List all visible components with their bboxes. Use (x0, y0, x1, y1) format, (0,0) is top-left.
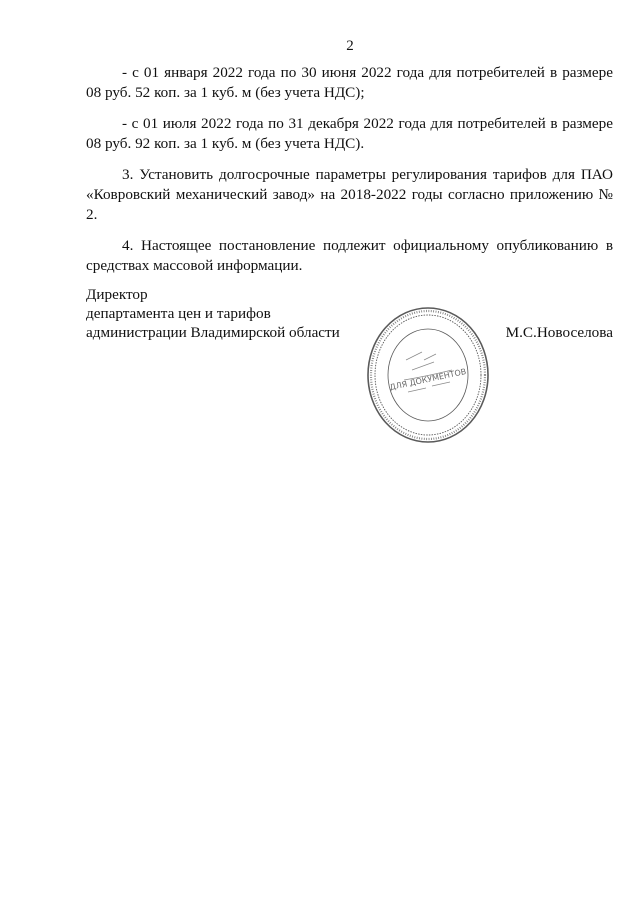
document-body (86, 63, 613, 287)
paragraph-clause-4: 4. Настоящее постановление подлежит официальному опубликованию в средствах массовой информации. (86, 237, 613, 274)
paragraph-tariff-first-half: - с 01 января 2022 года по 30 июня 2022 года для потребителей в размере 08 руб. 52 коп. за 1 куб. м (без учета НДС); (86, 64, 613, 101)
paragraph-tariff-second-half: - с 01 июля 2022 года по 31 декабря 2022 года для потребителей в размере 08 руб. 92 коп. за 1 куб. м (без учета НДС). (86, 115, 613, 152)
signatory-title-line-2: департамента цен и тарифов (86, 305, 271, 322)
signatory-title-line-1: Директор (86, 286, 148, 303)
official-seal-stamp (362, 300, 494, 450)
seal-inner-text: ДЛЯ ДОКУМЕНТОВ (388, 366, 468, 393)
page-number: 2 (346, 38, 354, 54)
signature-block (86, 285, 613, 342)
signatory-name: М.С.Новоселова (505, 324, 613, 341)
signatory-title-line-3: администрации Владимирской области (86, 324, 340, 341)
seal-stamp-graphic (362, 300, 494, 450)
paragraph-clause-3: 3. Установить долгосрочные параметры регулирования тарифов для ПАО «Ковровский механический завод» на 2018-2022 годы согласно приложению № 2. (86, 166, 613, 223)
